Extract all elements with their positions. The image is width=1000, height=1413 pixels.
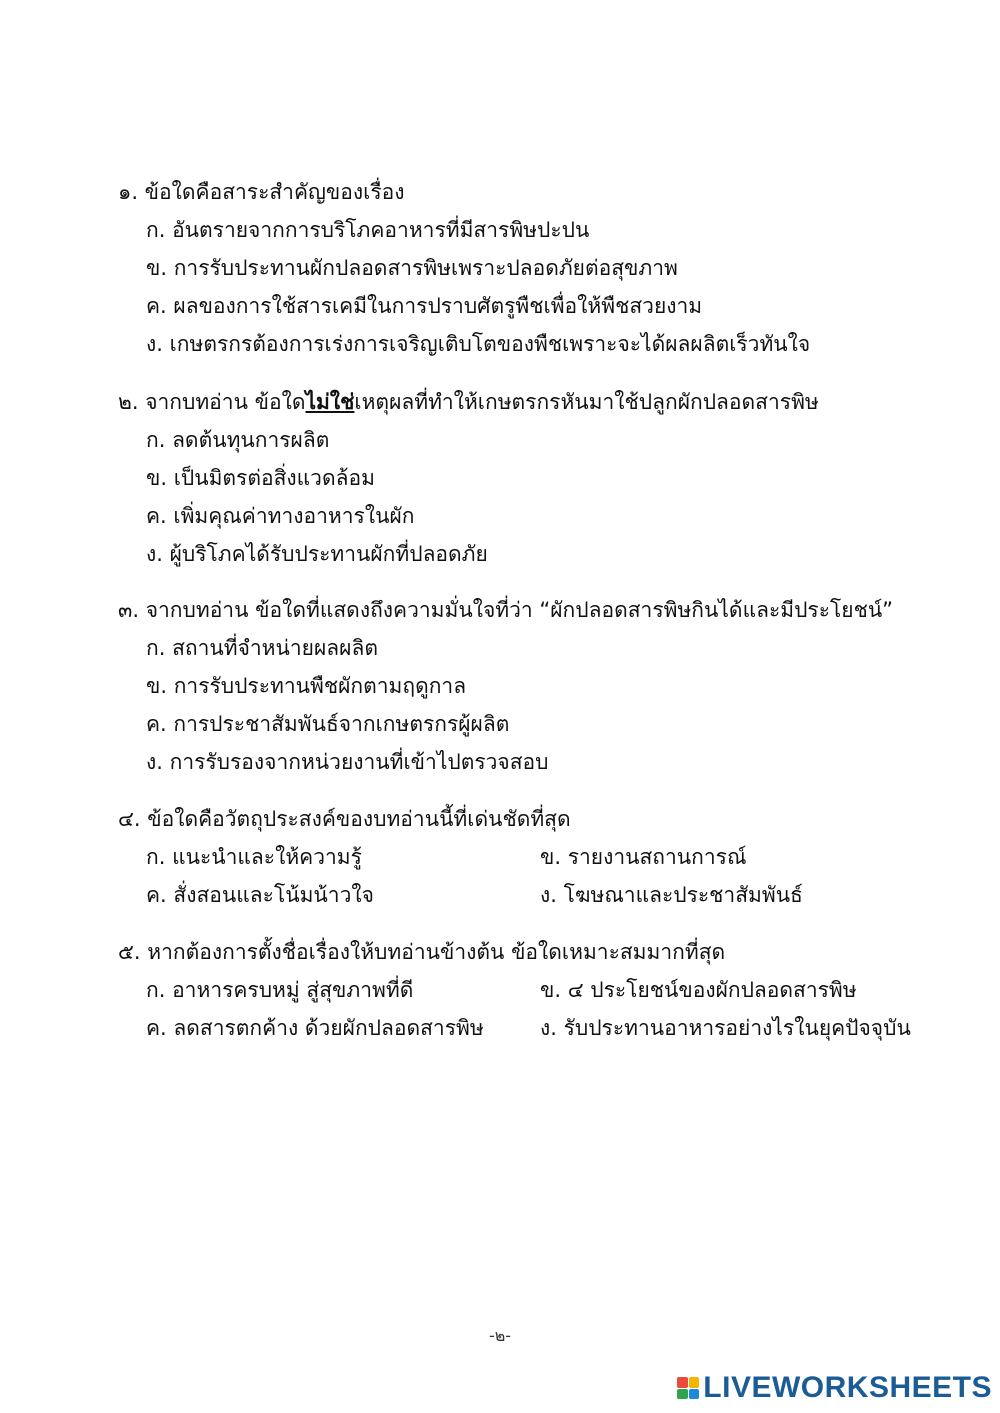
option-c[interactable]: ค. การประชาสัมพันธ์จากเกษตรกรผู้ผลิต — [146, 712, 510, 736]
question-2 — [118, 383, 938, 573]
question-stem: ๓. จากบทอ่าน ข้อใดที่แสดงถึงความมั่นใจที่ว่า “ผักปลอดสารพิษกินได้และมีประโยชน์” — [118, 598, 894, 622]
logo-square-green — [677, 1389, 688, 1400]
option-d[interactable]: ง. โฆษณาและประชาสัมพันธ์ — [540, 883, 803, 907]
option-d[interactable]: ง. ผู้บริโภคได้รับประทานผักที่ปลอดภัย — [146, 542, 488, 566]
question-3 — [118, 591, 938, 781]
stem-suffix: เหตุผลที่ทำให้เกษตรกรหันมาใช้ปลูกผักปลอดสารพิษ — [354, 390, 819, 414]
option-c[interactable]: ค. ผลของการใช้สารเคมีในการปราบศัตรูพืชเพื่อให้พืชสวยงาม — [146, 294, 703, 318]
question-stem: ๕. หากต้องการตั้งชื่อเรื่องให้บทอ่านข้างต้น ข้อใดเหมาะสมมากที่สุด — [118, 940, 726, 964]
logo-text: LIVEWORKSHEETS — [703, 1371, 992, 1404]
option-d[interactable]: ง. รับประทานอาหารอย่างไรในยุคปัจจุบัน — [540, 1016, 911, 1040]
option-a[interactable]: ก. อันตรายจากการบริโภคอาหารที่มีสารพิษปะปน — [146, 218, 590, 242]
logo-square-red — [677, 1377, 688, 1388]
question-stem: ๔. ข้อใดคือวัตถุประสงค์ของบทอ่านนี้ที่เด่นชัดที่สุด — [118, 807, 571, 831]
liveworksheets-logo-icon — [677, 1377, 699, 1399]
question-4 — [118, 800, 938, 914]
page-number: -๒- — [488, 1326, 512, 1345]
option-a[interactable]: ก. อาหารครบหมู่ สู่สุขภาพที่ดี — [146, 978, 414, 1002]
options-grid — [118, 838, 938, 914]
option-c[interactable]: ค. สั่งสอนและโน้มน้าวใจ — [146, 883, 374, 907]
options-grid — [118, 971, 938, 1047]
question-stem: ๑. ข้อใดคือสาระสำคัญของเรื่อง — [118, 180, 405, 204]
stem-emphasis: ไม่ใช่ — [305, 390, 355, 414]
logo-square-blue — [689, 1389, 700, 1400]
option-c[interactable]: ค. เพิ่มคุณค่าทางอาหารในผัก — [146, 504, 415, 528]
option-a[interactable]: ก. แนะนำและให้ความรู้ — [146, 845, 362, 869]
liveworksheets-logo — [677, 1371, 992, 1405]
option-a[interactable]: ก. ลดต้นทุนการผลิต — [146, 428, 330, 452]
option-c[interactable]: ค. ลดสารตกค้าง ด้วยผักปลอดสารพิษ — [146, 1016, 484, 1040]
question-5 — [118, 933, 938, 1047]
logo-square-yellow — [689, 1377, 700, 1388]
stem-prefix: ๒. จากบทอ่าน ข้อใด — [118, 390, 306, 414]
option-b[interactable]: ข. รายงานสถานการณ์ — [540, 845, 747, 869]
option-d[interactable]: ง. เกษตรกรต้องการเร่งการเจริญเติบโตของพืชเพราะจะได้ผลผลิตเร็วทันใจ — [146, 332, 811, 356]
option-d[interactable]: ง. การรับรองจากหน่วยงานที่เข้าไปตรวจสอบ — [146, 750, 549, 774]
question-stem — [118, 383, 938, 421]
option-b[interactable]: ข. เป็นมิตรต่อสิ่งแวดล้อม — [146, 466, 375, 490]
question-1 — [118, 173, 938, 363]
option-b[interactable]: ข. การรับประทานผักปลอดสารพิษเพราะปลอดภัยต่อสุขภาพ — [146, 256, 678, 280]
option-a[interactable]: ก. สถานที่จำหน่ายผลผลิต — [146, 636, 378, 660]
option-b[interactable]: ข. การรับประทานพืชผักตามฤดูกาล — [146, 674, 467, 698]
option-b[interactable]: ข. ๔ ประโยชน์ของผักปลอดสารพิษ — [540, 978, 857, 1002]
